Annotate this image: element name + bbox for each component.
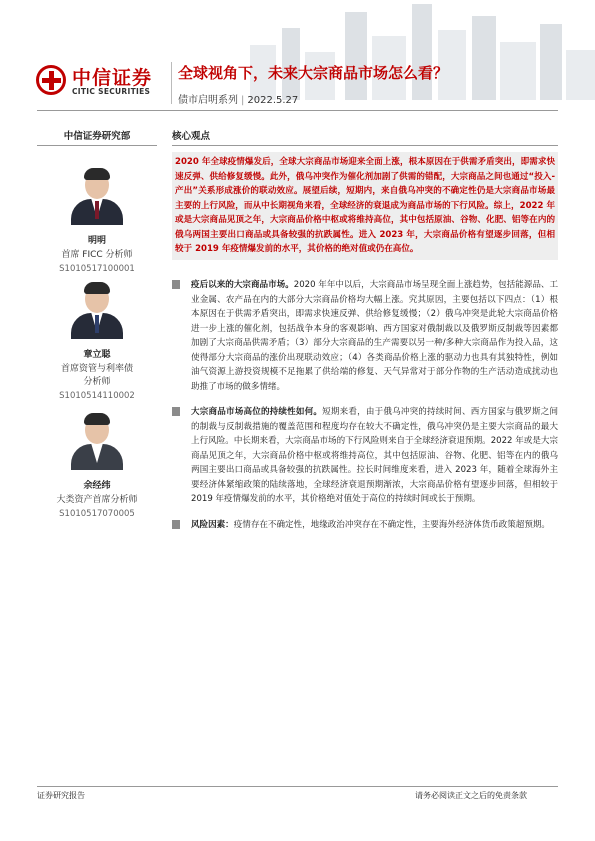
analyst-photo (69, 165, 125, 225)
citic-logo (36, 62, 166, 102)
bullet-body: 2020 年年中以后，大宗商品市场呈现全面上涨趋势，包括能源品、工业金属、农产品在内的大部分大宗商品价格均大幅上涨。究其原因，主要包括以下四点：（1）根本原因在于供需矛盾突出，即需求快速反弹、供给修复缓慢；（2）俄乌冲突是此轮大宗商品价格进一步上涨的催化剂，包括战争本身的客观影响、西方国家对俄制裁以及俄罗斯反制裁等因素都加剧了大宗商品供需矛盾；（3）部分大宗商品的生产需要以另一种/多种大宗商品作为投入品，这使得部分大宗商品的涨价出现联动效应；（4）各类商品价格上涨的驱动力也具有其独特性，例如油气资源上游投资规模不足拖累了供给端的修复、天气异常对于部分作物的生产活动造成扰动也助推了市场的做多情绪。 (191, 280, 559, 392)
footer-rule (37, 786, 558, 787)
bullet-square-icon (172, 407, 180, 416)
analyst-card (37, 165, 157, 274)
header-divider (171, 62, 172, 104)
key-summary-box: 2020 年全球疫情爆发后，全球大宗商品市场迎来全面上涨，根本原因在于供需矛盾突出，即需求快速反弹、供给修复缓慢。此外，俄乌冲突作为催化剂加剧了供需的错配，大宗商品之间也通过“投入-产出”关系形成涨价的联动效应。展望后续，短期内，来自俄乌冲突的不确定性仍是大宗商品市场最主要的上行风险，而从中长期视角来看，全球经济的衰退成为商品市场的下行风险。综上，2022 年或是大宗商品见顶之年，大宗商品价格中枢或将维持高位，其中包括原油、谷物、化肥、铝等在内的俄乌两国主要出口商品或具备较强的抗跌属性。进入 2023 年，大宗商品价格有望逐步回落，但相较于 2019 年疫情爆发前的水平，其价格的绝对值或仍在高位。 (172, 152, 558, 260)
sidebar-rule (37, 145, 157, 146)
report-date: 2022.5.27 (247, 95, 299, 106)
analyst-card (37, 279, 157, 401)
analyst-photo (69, 410, 125, 470)
citic-logo-icon (36, 65, 66, 95)
footer-disclaimer: 请务必阅读正文之后的免责条款 (415, 791, 527, 800)
analyst-role: 首席资管与利率债分析师 (60, 364, 133, 387)
analyst-name: 章立聪 (83, 350, 111, 360)
analyst-card (37, 410, 157, 519)
main-rule (172, 145, 558, 146)
core-views-heading: 核心观点 (172, 131, 211, 142)
bullet-body: 短期来看，由于俄乌冲突的持续时间、西方国家与俄罗斯之间的制裁与反制裁措施的覆盖范围和程度均存在较大不确定性，俄乌冲突仍是主要大宗商品的最大上行风险。中长期来看，大宗商品市场的下行风险则来自于全球经济衰退预期。2022 年或是大宗商品见顶之年，大宗商品价格中枢或将维持高位，其中包括原油、谷物、化肥、铝等在内的俄乌两国主要出口商品或具备较强的抗跌属性。拉长时间维度来看，进入 2023 年，随着全球海外主要经济体紧缩政策的陆续落地，全球经济衰退预期渐浓，大宗商品价格有望逐步回落，但相较于 2019 年疫情爆发前的水平，其价格绝对值处于高位的持续时间或长于预期。 (191, 407, 558, 505)
analyst-role: 首席 FICC 分析师 (61, 250, 133, 260)
logo-chinese-text: 中信证券 (72, 67, 153, 89)
bullet-lead: 疫后以来的大宗商品市场。 (191, 280, 294, 290)
bullet-section (172, 518, 558, 533)
bullet-body: 疫情存在不确定性，地缘政治冲突存在不确定性，主要海外经济体货币政策超预期。 (233, 520, 550, 530)
header-rule (37, 110, 558, 111)
analyst-photo (69, 279, 125, 339)
analyst-name: 余经纬 (83, 481, 111, 491)
analyst-license: S1010517070005 (59, 509, 135, 519)
footer-report-type: 证券研究报告 (37, 791, 85, 800)
bullet-section (172, 278, 558, 394)
bullet-square-icon (172, 280, 180, 289)
report-subtitle: 债市启明系列 | 2022.5.27 (178, 95, 299, 106)
analyst-name: 明明 (87, 236, 106, 246)
analyst-license: S1010514110002 (59, 391, 135, 401)
bullet-section (172, 405, 558, 507)
report-title: 全球视角下，未来大宗商品市场怎么看？ (178, 64, 449, 82)
analyst-license: S1010517100001 (59, 264, 135, 274)
logo-english-text: CITIC SECURITIES (72, 87, 151, 96)
bullet-lead: 大宗商品市场高位的持续性如何。 (191, 407, 323, 417)
bullet-lead: 风险因素： (191, 520, 234, 530)
bullet-square-icon (172, 520, 180, 529)
analyst-role: 大类资产首席分析师 (56, 495, 138, 505)
sidebar-heading: 中信证券研究部 (63, 131, 131, 142)
report-series: 债市启明系列 (178, 95, 238, 106)
